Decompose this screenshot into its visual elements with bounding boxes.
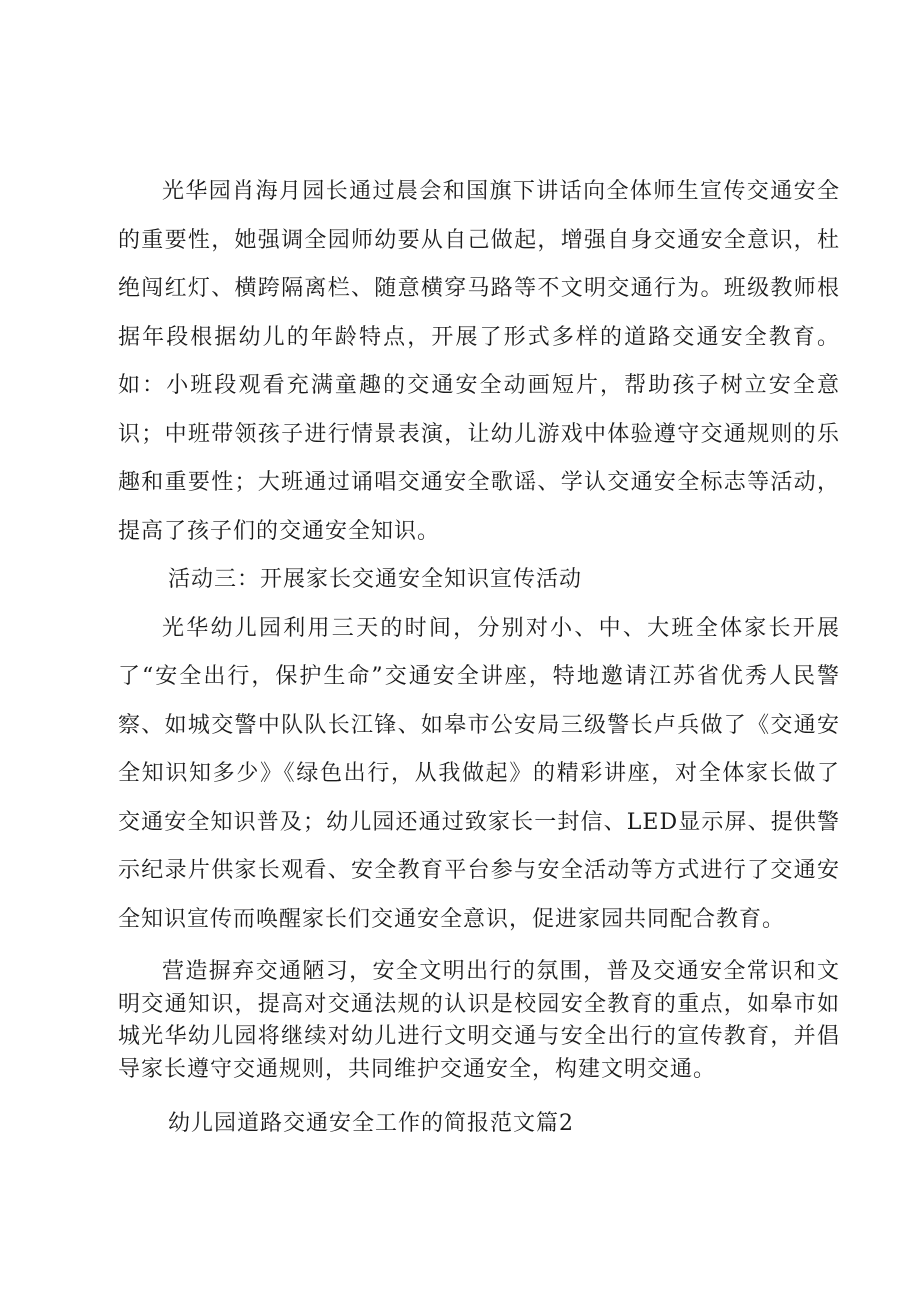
section-heading-activity-three: 活动三：开展家长交通安全知识宣传活动: [168, 567, 583, 592]
document-page: [118, 168, 840, 1149]
body-paragraph-conclusion: 营造摒弃交通陋习，安全文明出行的氛围，普及交通安全常识和文明交通知识，提高对交通法规的认识是校园安全教育的重点，如皋市如城光华幼儿园将继续对幼儿进行文明交通与安全出行的宣传教育，并倡导家长遵守交通规则，共同维护交通安全，构建文明交通。: [118, 959, 840, 1082]
body-paragraph-parents-lecture: 光华幼儿园利用三天的时间，分别对小、中、大班全体家长开展了“安全出行，保护生命”交通安全讲座，特地邀请江苏省优秀人民警察、如城交警中队队长江锋、如皋市公安局三级警长卢兵做了《交通安全知识知多少》《绿色出行，从我做起》的精彩讲座，对全体家长做了交通安全知识普及；幼儿园还通过致家长一封信、LED显示屏、提供警示纪录片供家长观看、安全教育平台参与安全活动等方式进行了交通安全知识宣传而唤醒家长们交通安全意识，促进家园共同配合教育。: [118, 615, 840, 932]
body-paragraph-teaching: 光华园肖海月园长通过晨会和国旗下讲话向全体师生宣传交通安全的重要性，她强调全园师幼要从自己做起，增强自身交通安全意识，杜绝闯红灯、横跨隔离栏、随意横穿马路等不文明交通行为。班级教师根据年段根据幼儿的年龄特点，开展了形式多样的道路交通安全教育。如：小班段观看充满童趣的交通安全动画短片，帮助孩子树立安全意识；中班带领孩子进行情景表演，让幼儿游戏中体验遵守交通规则的乐趣和重要性；大班通过诵唱交通安全歌谣、学认交通安全标志等活动，提高了孩子们的交通安全知识。: [118, 179, 840, 544]
article-title-part-2: 幼儿园道路交通安全工作的简报范文篇2: [168, 1111, 574, 1136]
